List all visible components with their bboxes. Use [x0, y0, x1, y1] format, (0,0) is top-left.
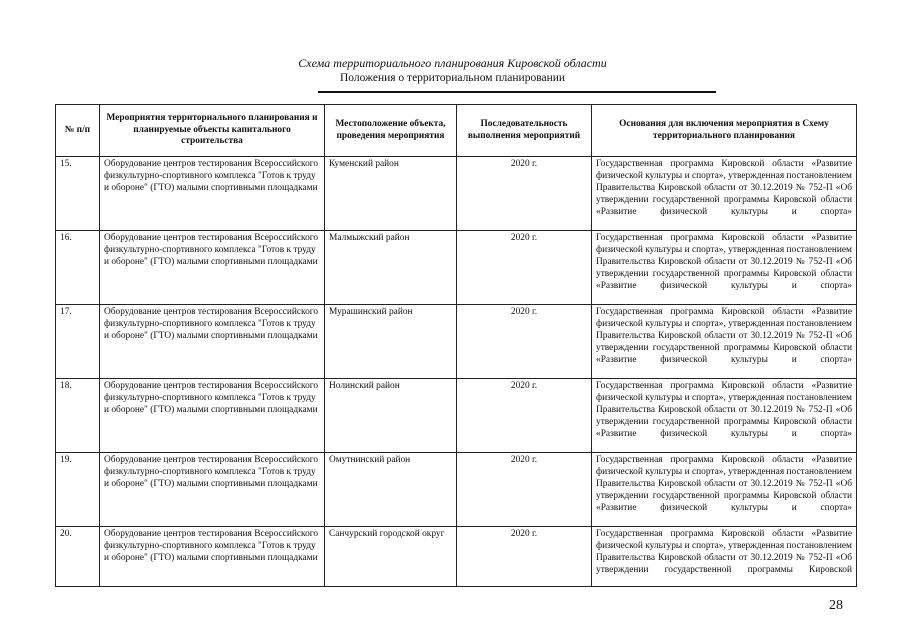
- row-location: Малмыжский район: [325, 231, 457, 305]
- table-header-row: [56, 105, 857, 157]
- row-location: Мурашинский район: [325, 305, 457, 379]
- column-header-measure: Мероприятия территориального планирования и планируемые объекты капитального строительства: [100, 105, 325, 157]
- row-measure: Оборудование центров тестирования Всероссийского физкультурно-спортивного комплекса "Готов к труду и обороне" (ГТО) малыми спортивными площадками: [100, 157, 325, 231]
- row-basis: Государственная программа Кировской области «Развитие физической культуры и спорта», утвержденная постановлением Правительства Кировской области от 30.12.2019 № 752-П «Об утверждении государственной программы Кировской области «Развитие физической культуры и спорта»: [592, 379, 857, 453]
- column-header-location: Местоположение объекта, проведения мероприятия: [325, 105, 457, 157]
- row-basis: Государственная программа Кировской области «Развитие физической культуры и спорта», утвержденная постановлением Правительства Кировской области от 30.12.2019 № 752-П «Об утверждении государственной программы Кировской области «Развитие физической культуры и спорта»: [592, 453, 857, 527]
- planning-table: [55, 104, 857, 587]
- row-year: 2020 г.: [457, 379, 592, 453]
- row-measure: Оборудование центров тестирования Всероссийского физкультурно-спортивного комплекса "Готов к труду и обороне" (ГТО) малыми спортивными площадками: [100, 453, 325, 527]
- page-number: 28: [829, 598, 843, 613]
- document-subtitle: Положения о территориальном планировании: [339, 72, 566, 84]
- row-location: Санчурский городской округ: [325, 527, 457, 587]
- document-title: Схема территориального планирования Кировской области: [298, 56, 607, 70]
- row-measure: Оборудование центров тестирования Всероссийского физкультурно-спортивного комплекса "Готов к труду и обороне" (ГТО) малыми спортивными площадками: [100, 305, 325, 379]
- column-header-basis: Основания для включения мероприятия в Схему территориального планирования: [592, 105, 857, 157]
- column-header-sequence: Последовательность выполнения мероприятий: [457, 105, 592, 157]
- row-basis: Государственная программа Кировской области «Развитие физической культуры и спорта», утвержденная постановлением Правительства Кировской области от 30.12.2019 № 752-П «Об утверждении государственной программы Кировской: [592, 527, 857, 587]
- row-number: 20.: [56, 527, 100, 587]
- row-year: 2020 г.: [457, 453, 592, 527]
- row-number: 19.: [56, 453, 100, 527]
- table-row: [56, 379, 857, 453]
- row-basis: Государственная программа Кировской области «Развитие физической культуры и спорта», утвержденная постановлением Правительства Кировской области от 30.12.2019 № 752-П «Об утверждении государственной программы Кировской области «Развитие физической культуры и спорта»: [592, 157, 857, 231]
- row-year: 2020 г.: [457, 305, 592, 379]
- row-year: 2020 г.: [457, 157, 592, 231]
- table-row: [56, 157, 857, 231]
- row-measure: Оборудование центров тестирования Всероссийского физкультурно-спортивного комплекса "Готов к труду и обороне" (ГТО) малыми спортивными площадками: [100, 379, 325, 453]
- row-measure: Оборудование центров тестирования Всероссийского физкультурно-спортивного комплекса "Готов к труду и обороне" (ГТО) малыми спортивными площадками: [100, 231, 325, 305]
- row-basis: Государственная программа Кировской области «Развитие физической культуры и спорта», утвержденная постановлением Правительства Кировской области от 30.12.2019 № 752-П «Об утверждении государственной программы Кировской области «Развитие физической культуры и спорта»: [592, 305, 857, 379]
- row-basis: Государственная программа Кировской области «Развитие физической культуры и спорта», утвержденная постановлением Правительства Кировской области от 30.12.2019 № 752-П «Об утверждении государственной программы Кировской области «Развитие физической культуры и спорта»: [592, 231, 857, 305]
- row-location: Нолинский район: [325, 379, 457, 453]
- row-year: 2020 г.: [457, 527, 592, 587]
- row-measure: Оборудование центров тестирования Всероссийского физкультурно-спортивного комплекса "Готов к труду и обороне" (ГТО) малыми спортивными площадками: [100, 527, 325, 587]
- table-row: [56, 453, 857, 527]
- row-location: Куменский район: [325, 157, 457, 231]
- table-row: [56, 231, 857, 305]
- row-number: 18.: [56, 379, 100, 453]
- table-row: [56, 527, 857, 587]
- header-divider: [318, 91, 716, 93]
- row-number: 17.: [56, 305, 100, 379]
- row-location: Омутнинский район: [325, 453, 457, 527]
- row-number: 16.: [56, 231, 100, 305]
- row-year: 2020 г.: [457, 231, 592, 305]
- column-header-number: № п/п: [56, 105, 100, 157]
- row-number: 15.: [56, 157, 100, 231]
- table-row: [56, 305, 857, 379]
